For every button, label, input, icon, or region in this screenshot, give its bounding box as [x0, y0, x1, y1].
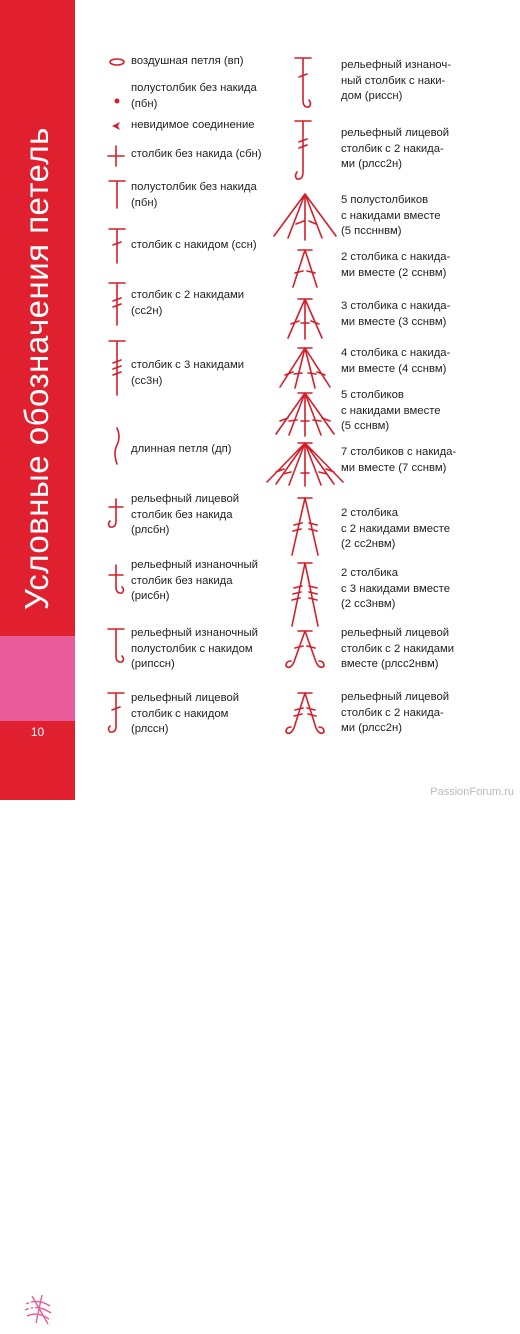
legend-label: столбик с 2 накидами (сс2н) [131, 289, 245, 317]
legend-label: длинная петля (дп) [131, 443, 232, 455]
legend-label: 5 столбиков с накидами вместе (5 сснвм) [341, 389, 441, 432]
legend-label: рельефный лицевой столбик с накидом (рлссн) [131, 692, 240, 735]
legend-label: 2 столбика с накида- ми вместе (2 сснвм) [341, 251, 451, 279]
back-post-sc-icon [104, 563, 128, 597]
legend-label: столбик с 3 накидами (сс3н) [131, 359, 245, 387]
half-double-icon [106, 178, 128, 210]
front-post-dc-icon [104, 690, 128, 736]
single-crochet-icon [104, 144, 128, 168]
legend-label: рельефный лицевой столбик без накида (рлсбн) [131, 493, 240, 536]
page-number: 10 [30, 725, 45, 739]
invisible-join-icon [108, 119, 124, 133]
yarn-ball-icon [14, 1286, 62, 1334]
front-post-tr-icon-2 [282, 690, 328, 740]
watermark: PassionForum.ru [430, 786, 514, 798]
double-crochet-icon [106, 226, 128, 266]
legend-label: полустолбик без накида (пбн) [131, 181, 257, 209]
legend-label: 2 столбика с 3 накидами вместе (2 сс3нвм) [341, 567, 450, 610]
three-dc-together-icon [282, 296, 328, 342]
legend-label: рельефный лицевой столбик с 2 накидами вместе (рлсс2нвм) [341, 627, 455, 670]
legend-label: рельефный изнаночный полустолбик с накидом (рипссн) [131, 627, 258, 670]
pink-badge [0, 636, 75, 721]
seven-dc-together-icon [264, 440, 346, 488]
back-post-hdc-icon [104, 626, 128, 666]
long-loop-icon [106, 425, 128, 467]
front-post-tr-together-icon [282, 628, 328, 674]
two-tr-together-icon [284, 495, 326, 559]
legend-label: столбик без накида (сбн) [131, 148, 262, 160]
legend-label: полустолбик без накида (пбн) [131, 82, 257, 110]
two-dc-together-icon [285, 247, 325, 291]
page-title: Условные обозначения петель [18, 127, 55, 610]
four-dc-together-icon [276, 345, 334, 391]
treble-crochet-icon [106, 280, 128, 328]
five-dc-together-icon [272, 390, 338, 438]
legend-label: рельефный изнаноч- ный столбик с наки- дом (риссн) [341, 59, 451, 102]
legend-label: столбик с накидом (ссн) [131, 239, 257, 251]
slip-dot-icon [109, 93, 125, 109]
five-hdc-together-icon [270, 190, 340, 242]
legend-label: 2 столбика с 2 накидами вместе (2 сс2нвм) [341, 507, 450, 550]
legend-label: 5 полустолбиков с накидами вместе (5 пссннвм) [341, 194, 441, 237]
triple-treble-icon [106, 338, 128, 398]
front-post-sc-icon [104, 497, 128, 531]
back-post-dc-icon [290, 55, 316, 111]
two-dtr-together-icon [284, 560, 326, 630]
legend-label: 3 столбика с накида- ми вместе (3 сснвм) [341, 300, 451, 328]
legend-label: воздушная петля (вп) [131, 55, 244, 67]
legend-label: невидимое соединение [131, 119, 255, 131]
legend-label: 7 столбиков с накида- ми вместе (7 сснвм) [341, 446, 457, 474]
legend-label: рельефный изнаночный столбик без накида (рисбн) [131, 559, 258, 602]
legend-label: рельефный лицевой столбик с 2 накида- ми (рлсс2н) [341, 691, 450, 734]
front-post-tr-icon [290, 118, 316, 184]
legend-label: рельефный лицевой столбик с 2 накида- ми (рлсс2н) [341, 127, 450, 170]
legend-label: 4 столбика с накида- ми вместе (4 сснвм) [341, 347, 451, 375]
chain-stitch-icon [105, 56, 129, 68]
